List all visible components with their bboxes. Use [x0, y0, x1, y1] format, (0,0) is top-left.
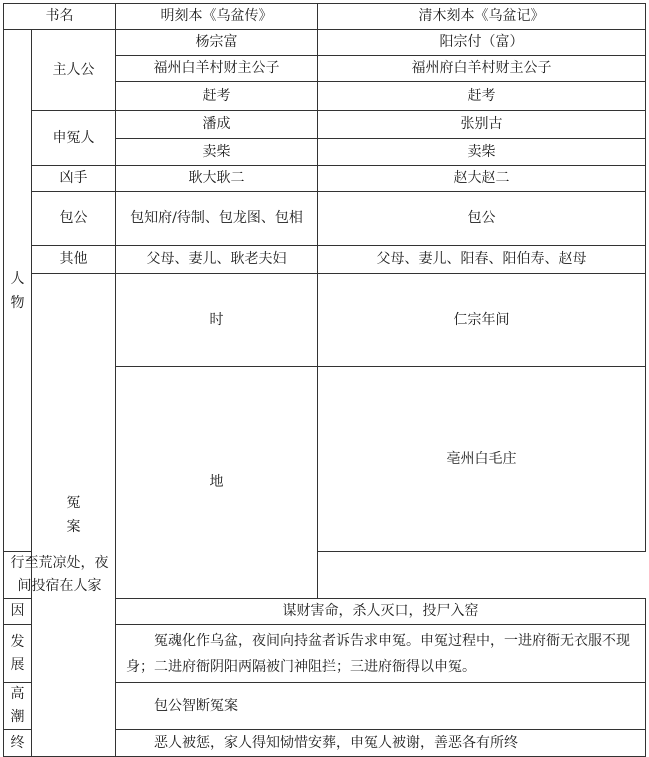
table-row: [4, 192, 646, 246]
cell-ming: 福州白羊村财主公子: [116, 56, 318, 82]
cell-ending: [116, 730, 646, 757]
cell-development: [116, 625, 646, 683]
cell-ming: 杨宗富: [116, 30, 318, 56]
comparison-table: [3, 3, 646, 757]
header-row: [4, 4, 646, 30]
cell-ming: 包知府/待制、包龙图、包相: [116, 192, 318, 246]
cell-shared: 行至荒凉处，夜间投宿在人家: [4, 552, 116, 599]
group-case: [32, 274, 116, 757]
table-row: [4, 552, 646, 599]
label-bao: 包公: [32, 192, 116, 246]
ending-text: 恶人被惩，家人得知恸惜安葬，申冤人被谢，善恶各有所终: [154, 735, 518, 751]
label-murderer: 凶手: [32, 166, 116, 192]
cell-climax: [116, 683, 646, 730]
group-label-case: 冤案: [66, 495, 81, 535]
header-book-title: 书名: [4, 4, 116, 30]
group-characters: [4, 30, 32, 552]
cell-qing: 卖柴: [318, 139, 646, 166]
table-row: [4, 246, 646, 274]
header-qing-edition: 清木刻本《乌盆记》: [318, 4, 646, 30]
label-protagonist: 主人公: [32, 30, 116, 111]
table-row: [4, 166, 646, 192]
cell-ming: 潘成: [116, 111, 318, 139]
cell-cause: 谋财害命，杀人灭口，投尸入窑: [116, 599, 646, 625]
label-climax: 高潮: [4, 683, 32, 730]
label-development: 发展: [4, 625, 32, 683]
table-row: [4, 111, 646, 139]
cell-qing: 赶考: [318, 82, 646, 111]
table-row: [4, 274, 646, 367]
cell-qing: 福州府白羊村财主公子: [318, 56, 646, 82]
cell-qing: 包公: [318, 192, 646, 246]
label-plaintiff: 申冤人: [32, 111, 116, 166]
label-time: 时: [116, 274, 318, 367]
table-row: [4, 30, 646, 56]
label-others: 其他: [32, 246, 116, 274]
climax-text: 包公智断冤案: [154, 698, 238, 714]
cell-qing: 父母、妻儿、阳春、阳伯寿、赵母: [318, 246, 646, 274]
development-text: 冤魂化作乌盆，夜间向持盆者诉告求申冤。申冤过程中，一进府衙无衣服不现身；二进府衙阴阳两隔被门神阻拦；三进府衙得以申冤。: [126, 632, 630, 675]
cell-qing: 张别古: [318, 111, 646, 139]
label-cause: 因: [4, 599, 32, 625]
cell-ming: 赶考: [116, 82, 318, 111]
header-ming-edition: 明刻本《乌盆传》: [116, 4, 318, 30]
group-label-characters: 人物: [10, 270, 25, 311]
label-ending: 终: [4, 730, 32, 757]
cell-ming: 亳州白毛庄: [318, 367, 646, 552]
label-place: 地: [116, 367, 318, 599]
cell-ming: 耿大耿二: [116, 166, 318, 192]
cell-qing: 阳宗付（富）: [318, 30, 646, 56]
cell-ming: 父母、妻儿、耿老夫妇: [116, 246, 318, 274]
cell-qing: 赵大赵二: [318, 166, 646, 192]
cell-ming: 卖柴: [116, 139, 318, 166]
cell-ming: 仁宗年间: [318, 274, 646, 367]
